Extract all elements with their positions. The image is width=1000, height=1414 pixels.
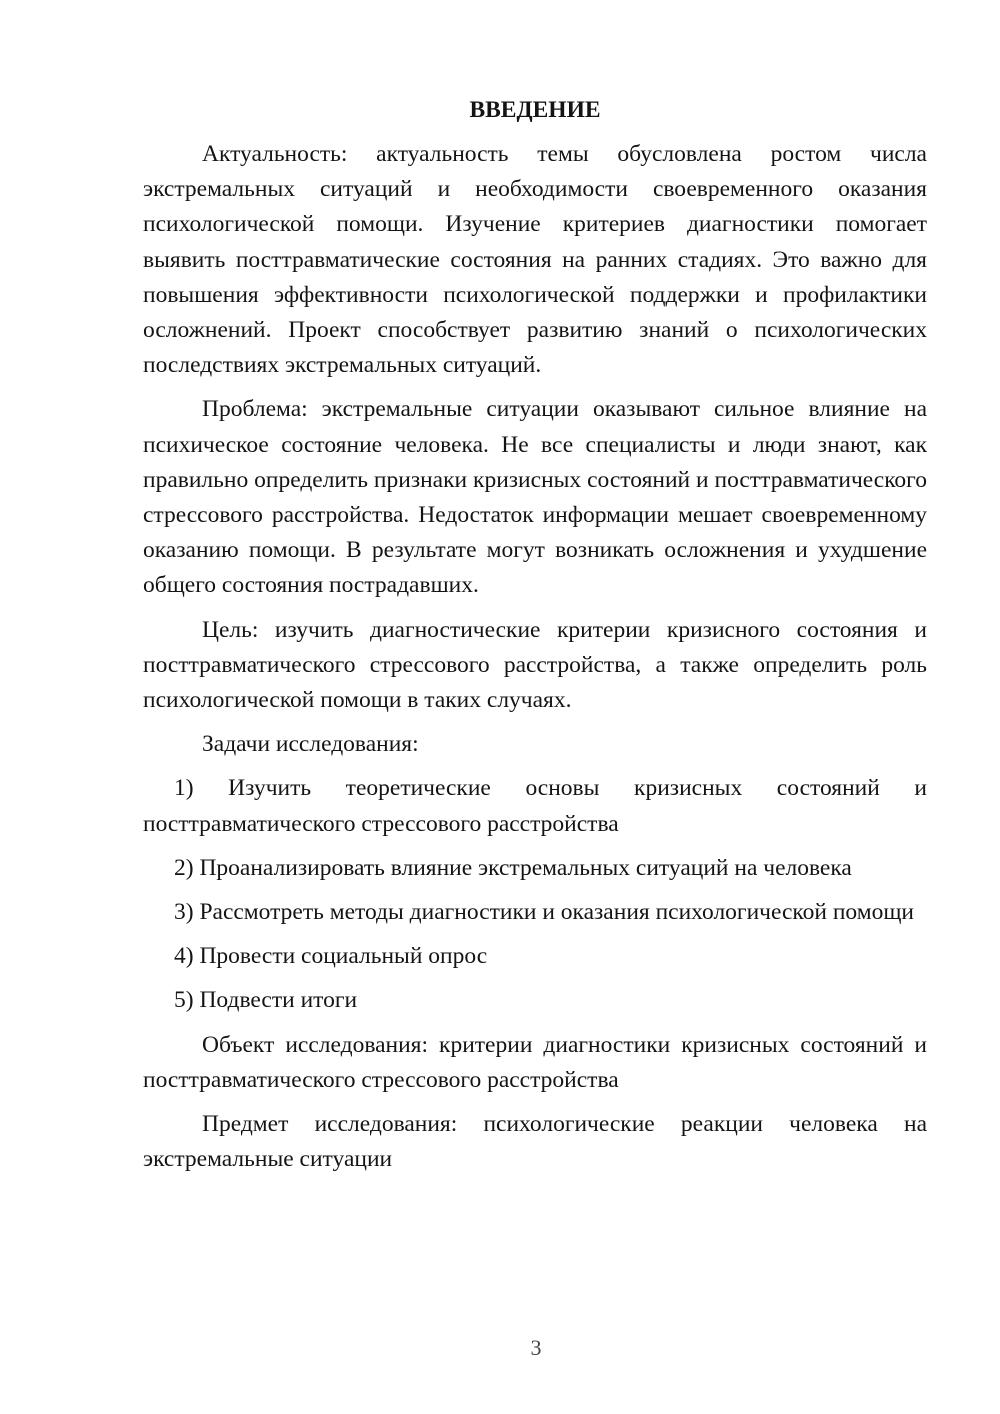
- task-item: 4) Провести социальный опрос: [174, 943, 488, 970]
- task-item: 2) Проанализировать влияние экстремальных ситуаций на человека: [174, 854, 852, 881]
- paragraph-problem: Проблема: экстремальные ситуации оказывают сильное влияние на психическое состояние человека. Не все специалисты и люди знают, как правильно определить признаки кризисных состояний и посттравматического стрессового расстройства. Недостаток информации мешает своевременному оказанию помощи. В результате могут возникать осложнения и ухудшение общего состояния пострадавших.: [143, 396, 927, 599]
- paragraph-goal: Цель: изучить диагностические критерии кризисного состояния и посттравматического стрессового расстройства, а также определить роль психологической помощи в таких случаях.: [143, 616, 927, 714]
- task-item: 5) Подвести итоги: [174, 987, 358, 1014]
- task-item: 3) Рассмотреть методы диагностики и оказания психологической помощи: [174, 899, 915, 926]
- page-title: ВВЕДЕНИЕ: [469, 97, 601, 123]
- page-content: [143, 93, 927, 1177]
- paragraph-research-subject: Предмет исследования: психологические реакции человека на экстремальные ситуации: [143, 1111, 927, 1173]
- task-item: 1) Изучить теоретические основы кризисных состояний и посттравматического стрессового расстройства: [143, 775, 927, 837]
- paragraph-relevance: Актуальность: актуальность темы обусловлена ростом числа экстремальных ситуаций и необходимости своевременного оказания психологической помощи. Изучение критериев диагностики помогает выявить посттравматические состояния на ранних стадиях. Это важно для повышения эффективности психологической поддержки и профилактики осложнений. Проект способствует развитию знаний о психологических последствиях экстремальных ситуаций.: [143, 141, 927, 379]
- paragraph-tasks-heading: Задачи исследования:: [202, 731, 419, 758]
- paragraph-research-object: Объект исследования: критерии диагностики кризисных состояний и посттравматического стрессового расстройства: [143, 1031, 927, 1093]
- page-number: 3: [530, 1335, 542, 1360]
